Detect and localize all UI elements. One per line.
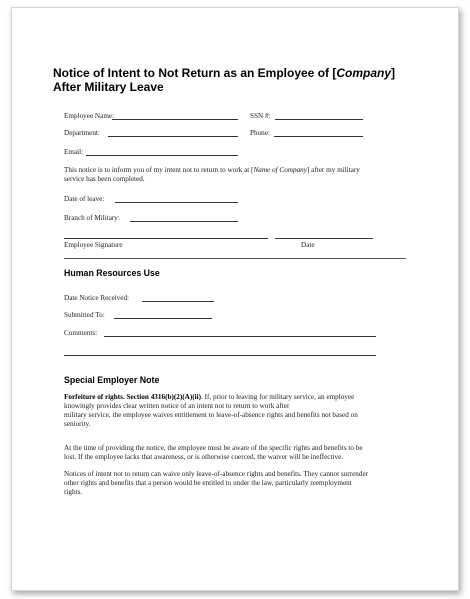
department-label: Department: bbox=[64, 129, 100, 137]
forfeiture-paragraph: Forfeiture of rights. Section 4316(b)(2)(A)(ii). If, prior to leaving for military service, an employee knowingly provides clear written notice of an intent not to return to work after military service, the employee waives entitlement to leave-of-absence rights and benefits not based on seniority. bbox=[64, 393, 358, 428]
branch-of-military-label: Branch of Military: bbox=[64, 214, 120, 222]
branch-of-military-field[interactable] bbox=[130, 221, 238, 222]
submitted-to-field[interactable] bbox=[114, 318, 212, 319]
awareness-paragraph: At the time of providing the notice, the employee must be aware of the specific rights and benefits to be lost. If the employee lacks that awareness, or is otherwise coerced, the waiver will be ineffective. bbox=[64, 444, 363, 461]
phone-label: Phone: bbox=[250, 129, 270, 137]
signature-line[interactable] bbox=[64, 238, 268, 239]
comments-label: Comments: bbox=[64, 329, 98, 337]
employee-name-label: Employee Name: bbox=[64, 112, 115, 120]
date-of-leave-field[interactable] bbox=[115, 202, 238, 203]
department-field[interactable] bbox=[108, 136, 238, 137]
intro-text: This notice is to inform you of my intent not to return to work at [Name of Company] after my military service has been completed. bbox=[64, 166, 360, 183]
company-placeholder: Company bbox=[336, 66, 392, 80]
document-title: Notice of Intent to Not Return as an Employee of [Company] After Military Leave bbox=[53, 66, 396, 94]
signature-date-line[interactable] bbox=[275, 238, 373, 239]
comments-field[interactable] bbox=[104, 336, 376, 337]
submitted-to-label: Submitted To: bbox=[64, 311, 105, 319]
date-notice-received-field[interactable] bbox=[142, 301, 214, 302]
comments-field-line-2[interactable] bbox=[64, 355, 376, 356]
employee-name-field[interactable] bbox=[112, 119, 238, 120]
date-of-leave-label: Date of leave: bbox=[64, 195, 105, 203]
ssn-label: SSN #: bbox=[250, 112, 271, 120]
hr-heading: Human Resources Use bbox=[64, 268, 160, 278]
employee-signature-label: Employee Signature bbox=[64, 241, 123, 249]
signature-date-label: Date bbox=[301, 241, 315, 249]
ssn-field[interactable] bbox=[275, 119, 363, 120]
limits-paragraph: Notices of intent not to return can waive only leave-of-absence rights and benefits. They cannot surrender other rights and benefits that a person would be entitled to under the law, particularly reemployment rights. bbox=[64, 470, 369, 496]
special-note-heading: Special Employer Note bbox=[64, 375, 160, 385]
phone-field[interactable] bbox=[274, 136, 363, 137]
section-divider bbox=[64, 258, 406, 259]
email-label: Email: bbox=[64, 148, 84, 156]
date-notice-received-label: Date Notice Received: bbox=[64, 294, 130, 302]
email-field[interactable] bbox=[86, 155, 238, 156]
